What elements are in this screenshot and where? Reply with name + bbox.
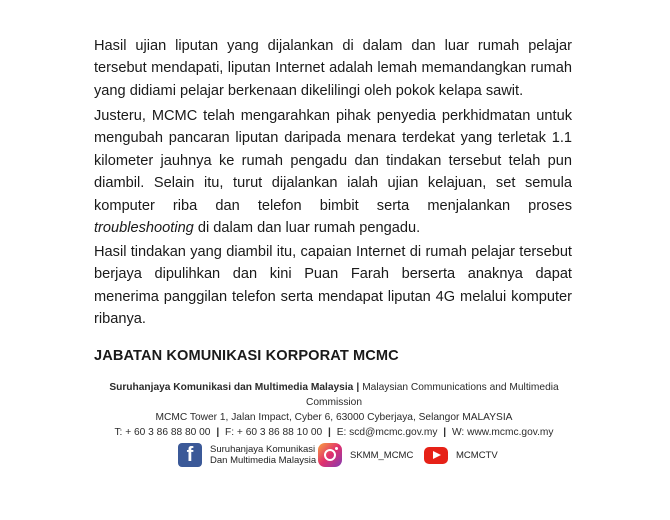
facebook-label-line-1: Suruhanjaya Komunikasi [210,444,316,455]
instagram-label: SKMM_MCMC [350,449,414,461]
paragraph-3: Hasil tindakan yang diambil itu, capaian Internet di rumah pelajar tersebut berjaya dipulihkan dan kini Puan Farah berserta anaknya dapat menerima panggilan telefon serta mendapat liputan 4G melalui komputer ribanya. [94,244,572,328]
youtube-link[interactable] [424,440,498,480]
facebook-icon: f [178,443,202,467]
separator: | [356,382,360,393]
org-name-malay: Suruhanjaya Komunikasi dan Multimedia Malaysia [109,382,354,393]
footer-contact [94,380,574,440]
facebook-label [210,444,316,466]
separator: | [216,427,220,438]
department-title: JABATAN KOMUNIKASI KORPORAT MCMC [94,348,399,364]
paragraph-2-italic: troubleshooting [94,220,194,237]
separator: | [328,427,331,438]
phone-number: T: + 60 3 86 88 80 00 [114,427,211,438]
paragraph-1: Hasil ujian liputan yang dijalankan di dalam dan luar rumah pelajar tersebut mendapati, liputan Internet adalah lemah memandangkan rumah yang didiami pelajar berkenaan dikelilingi oleh pokok kelapa sawit. [94,38,572,99]
org-name-english: Malaysian Communications and Multimedia Commission [305,382,559,408]
paragraph-2-text-a: Justeru, MCMC telah mengarahkan pihak penyedia perkhidmatan untuk mengubah pancaran liputan daripada menara terdekat yang terletak 1.1 kilometer jauhnya ke rumah pengadu dan tindakan tersebut telah pun diambil. Selain itu, turut dijalankan ialah ujian kelajuan, set semula komputer riba dan telefon bimbit serta menjalankan proses [94,108,572,214]
separator: | [443,427,447,438]
youtube-icon [424,447,448,464]
footer-address: MCMC Tower 1, Jalan Impact, Cyber 6, 63000 Cyberjaya, Selangor MALAYSIA [155,412,513,423]
instagram-link[interactable] [318,440,413,480]
footer-contact-line [94,425,574,440]
youtube-label: MCMCTV [456,449,498,461]
fax-number: F: + 60 3 86 88 10 00 [225,427,323,438]
footer-org-line [94,380,574,410]
facebook-label-line-2: Dan Multimedia Malaysia [210,455,317,466]
paragraph-2 [94,105,572,239]
facebook-link[interactable] [178,440,316,480]
paragraph-2-text-b: di dalam dan luar rumah pengadu. [193,220,421,237]
instagram-icon [318,443,342,467]
website-link[interactable]: W: www.mcmc.gov.my [452,427,554,438]
email-link[interactable]: E: scd@mcmc.gov.my [336,427,438,438]
